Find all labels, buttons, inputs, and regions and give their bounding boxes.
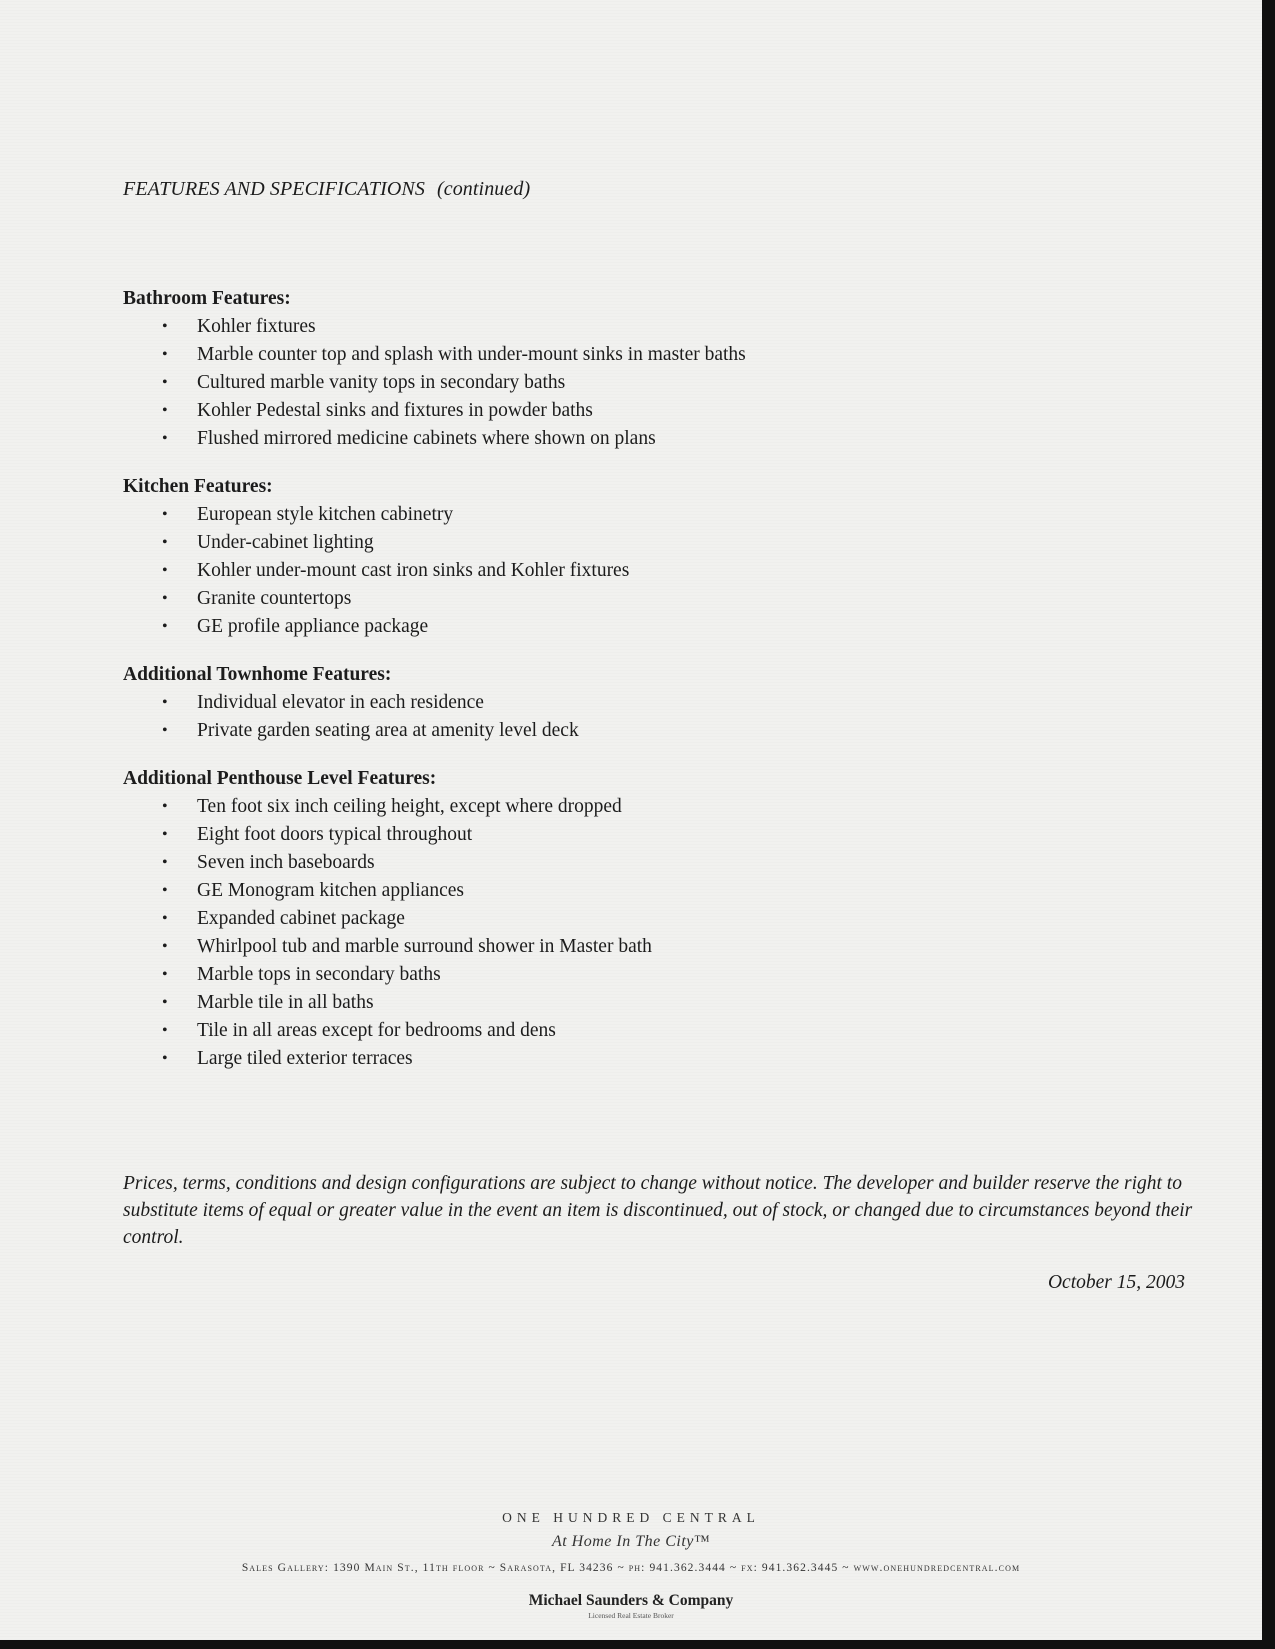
item-text: Kohler under-mount cast iron sinks and Kohler fixtures	[197, 560, 630, 581]
list-item	[123, 689, 1143, 717]
townhome-features-section	[123, 661, 1143, 745]
list-item	[123, 793, 1143, 821]
footer-broker: Michael Saunders & Company	[528, 1592, 734, 1609]
bullet-icon: •	[162, 374, 168, 391]
feature-list	[123, 313, 1143, 453]
bullet-icon: •	[162, 1050, 168, 1067]
heading-continued: (continued)	[436, 178, 531, 200]
list-item	[123, 613, 1143, 641]
bullet-icon: •	[162, 854, 168, 871]
section-title: Bathroom Features:	[123, 288, 291, 309]
bullet-icon: •	[162, 506, 168, 523]
page-heading	[123, 178, 530, 201]
list-item	[123, 397, 1143, 425]
bullet-icon: •	[162, 694, 168, 711]
item-text: Large tiled exterior terraces	[197, 1048, 413, 1069]
item-text: Ten foot six inch ceiling height, except where dropped	[197, 796, 622, 817]
bullet-icon: •	[162, 1022, 168, 1039]
bullet-icon: •	[162, 318, 168, 335]
list-item	[123, 313, 1143, 341]
item-text: Whirlpool tub and marble surround shower in Master bath	[197, 936, 652, 957]
item-text: Private garden seating area at amenity level deck	[197, 720, 579, 741]
item-text: European style kitchen cabinetry	[197, 504, 454, 525]
item-text: Cultured marble vanity tops in secondary baths	[197, 372, 566, 393]
bullet-icon: •	[162, 882, 168, 899]
item-text: Kohler Pedestal sinks and fixtures in powder baths	[197, 400, 593, 421]
item-text: Tile in all areas except for bedrooms and dens	[197, 1020, 556, 1041]
item-text: GE Monogram kitchen appliances	[197, 880, 464, 901]
item-text: Marble counter top and splash with under-mount sinks in master baths	[197, 344, 746, 365]
feature-sections	[123, 285, 1143, 1093]
list-item	[123, 989, 1143, 1017]
item-text: Marble tile in all baths	[197, 992, 374, 1013]
footer-brand: ONE HUNDRED CENTRAL	[502, 1510, 760, 1525]
feature-list	[123, 793, 1143, 1073]
bullet-icon: •	[162, 618, 168, 635]
list-item	[123, 933, 1143, 961]
bullet-icon: •	[162, 402, 168, 419]
bullet-icon: •	[162, 590, 168, 607]
heading-title: FEATURES AND SPECIFICATIONS	[123, 178, 425, 200]
list-item	[123, 369, 1143, 397]
footer-broker-subtitle: Licensed Real Estate Broker	[588, 1611, 674, 1620]
item-text: Marble tops in secondary baths	[197, 964, 441, 985]
list-item	[123, 425, 1143, 453]
list-item	[123, 821, 1143, 849]
disclaimer-text: Prices, terms, conditions and design configurations are subject to change without notice. The developer and builder reserve the right to substitute items of equal or greater value in the event an item is discontinued, out of stock, or changed due to circumstances beyond their control.	[123, 1173, 1193, 1248]
item-text: Individual elevator in each residence	[197, 692, 484, 713]
footer-tagline: At Home In The City™	[551, 1533, 711, 1550]
bullet-icon: •	[162, 826, 168, 843]
bullet-icon: •	[162, 722, 168, 739]
bullet-icon: •	[162, 910, 168, 927]
item-text: Under-cabinet lighting	[197, 532, 374, 553]
kitchen-features-section	[123, 473, 1143, 641]
list-item	[123, 585, 1143, 613]
list-item	[123, 1045, 1143, 1073]
item-text: Expanded cabinet package	[197, 908, 405, 929]
bullet-icon: •	[162, 798, 168, 815]
section-title: Additional Townhome Features:	[123, 664, 392, 685]
section-title: Additional Penthouse Level Features:	[123, 768, 437, 789]
bullet-icon: •	[162, 430, 168, 447]
list-item	[123, 501, 1143, 529]
item-text: GE profile appliance package	[197, 616, 429, 637]
list-item	[123, 905, 1143, 933]
item-text: Eight foot doors typical throughout	[197, 824, 473, 845]
feature-list	[123, 501, 1143, 641]
bullet-icon: •	[162, 938, 168, 955]
list-item	[123, 1017, 1143, 1045]
item-text: Granite countertops	[197, 588, 352, 609]
bullet-icon: •	[162, 562, 168, 579]
list-item	[123, 849, 1143, 877]
item-text: Kohler fixtures	[197, 316, 316, 337]
bullet-icon: •	[162, 534, 168, 551]
bullet-icon: •	[162, 346, 168, 363]
item-text: Seven inch baseboards	[197, 852, 375, 873]
footer-address: Sales Gallery: 1390 Main St., 11th floor ~ Sarasota, FL 34236 ~ ph: 941.362.3444 ~ fx: 941.362.3445 ~ www.onehundredcentral.com	[241, 1562, 1021, 1574]
bullet-icon: •	[162, 994, 168, 1011]
list-item	[123, 717, 1143, 745]
bathroom-features-section	[123, 285, 1143, 453]
bullet-icon: •	[162, 966, 168, 983]
list-item	[123, 529, 1143, 557]
document-date: October 15, 2003	[1047, 1272, 1185, 1293]
penthouse-features-section	[123, 765, 1143, 1073]
list-item	[123, 877, 1143, 905]
item-text: Flushed mirrored medicine cabinets where shown on plans	[197, 428, 656, 449]
list-item	[123, 557, 1143, 585]
list-item	[123, 341, 1143, 369]
feature-list	[123, 689, 1143, 745]
section-title: Kitchen Features:	[123, 476, 273, 497]
list-item	[123, 961, 1143, 989]
